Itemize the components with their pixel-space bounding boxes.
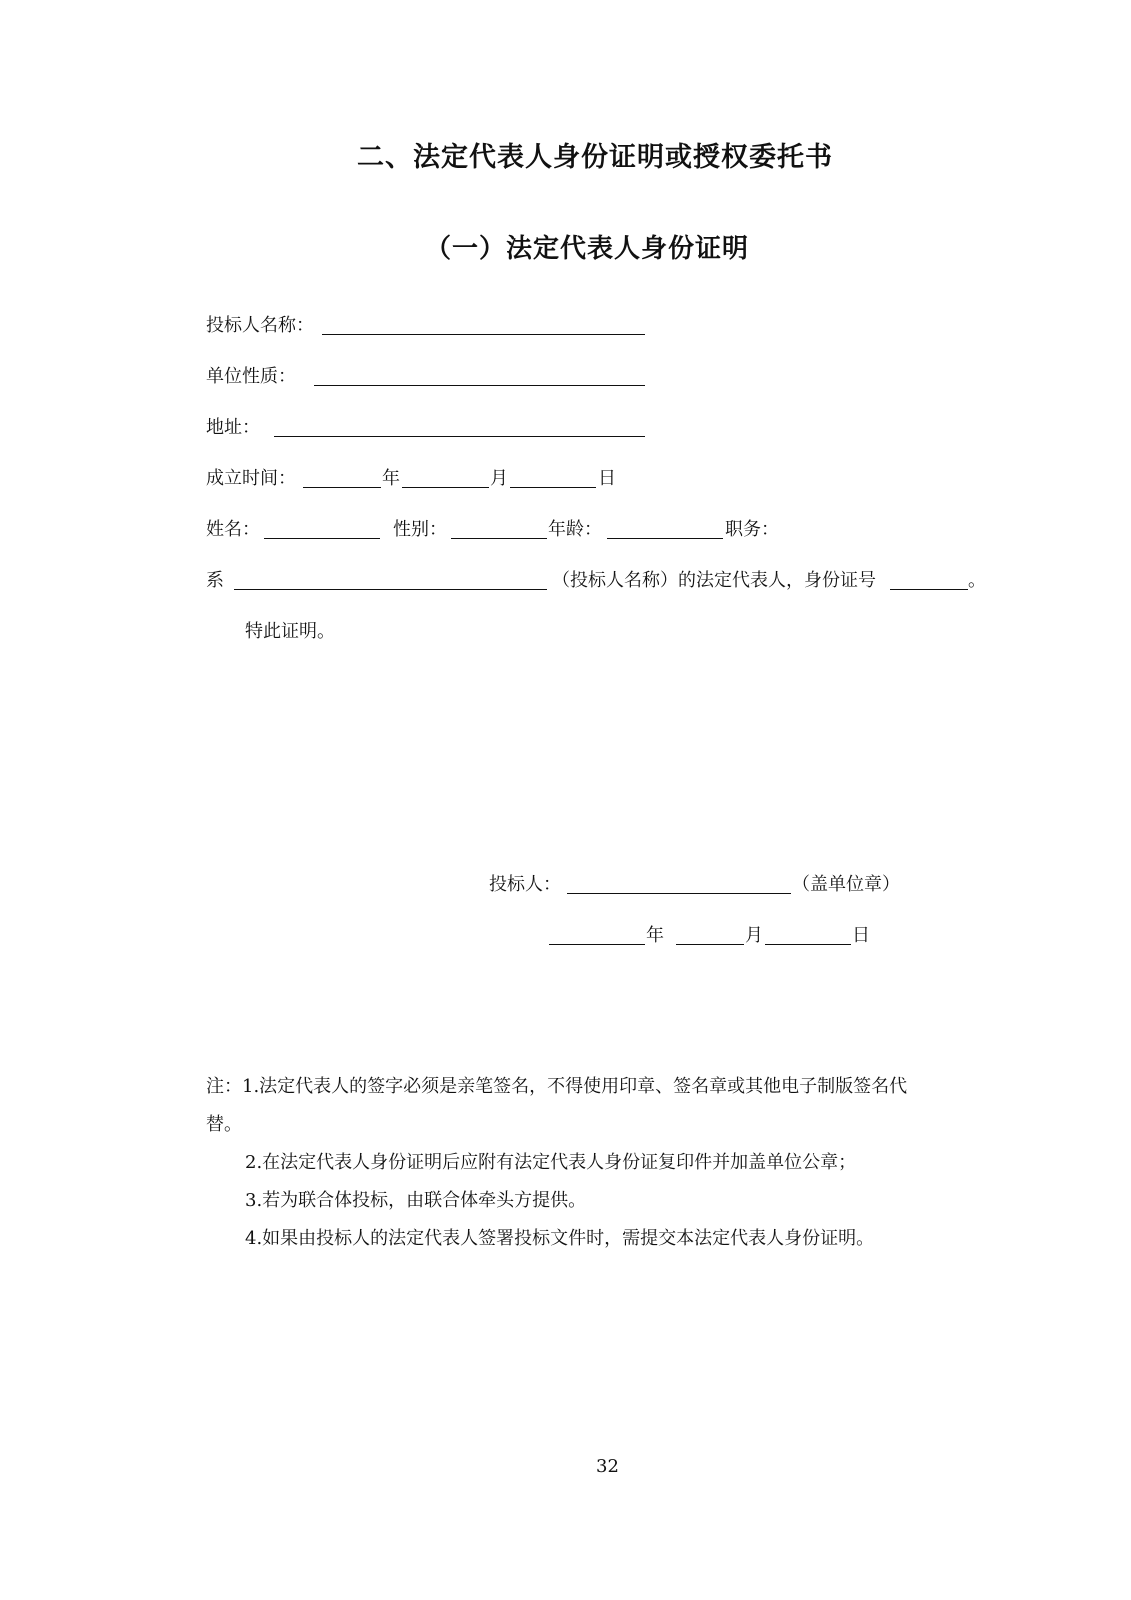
signature-bidder-label: 投标人： — [489, 874, 561, 895]
note-item1-line1 — [206, 1075, 907, 1099]
established-year-unit: 年 — [382, 468, 400, 489]
note-prefix: 注： — [206, 1076, 242, 1097]
sub-title: （一）法定代表人身份证明 — [425, 234, 750, 264]
signature-day-unit: 日 — [852, 925, 870, 946]
gender-label: 性别： — [393, 519, 447, 540]
certify-text: 特此证明。 — [245, 621, 335, 642]
note-item2: 2.在法定代表人身份证明后应附有法定代表人身份证复印件并加盖单位公章； — [245, 1152, 857, 1173]
page-number: 32 — [596, 1456, 619, 1477]
bidder-name-field[interactable] — [322, 334, 645, 335]
name-field[interactable] — [264, 538, 380, 539]
gender-field[interactable] — [451, 538, 547, 539]
established-day-unit: 日 — [598, 468, 616, 489]
note-item1-text: 1.法定代表人的签字必须是亲笔签名，不得使用印章、签名章或其他电子制版签名代 — [242, 1076, 908, 1097]
established-day-field[interactable] — [510, 487, 596, 488]
note-item3: 3.若为联合体投标，由联合体牵头方提供。 — [245, 1190, 587, 1211]
address-label: 地址： — [206, 417, 260, 438]
age-label: 年龄： — [548, 519, 602, 540]
is-middle-text: （投标人名称）的法定代表人，身份证号 — [552, 570, 876, 591]
id-number-field[interactable] — [890, 589, 968, 590]
signature-month-field[interactable] — [676, 944, 744, 945]
seal-note: （盖单位章） — [792, 874, 900, 895]
name-label: 姓名： — [206, 519, 260, 540]
note-item1-line2: 替。 — [206, 1114, 242, 1135]
represented-bidder-field[interactable] — [234, 589, 547, 590]
signature-year-unit: 年 — [646, 925, 664, 946]
signature-day-field[interactable] — [765, 944, 851, 945]
unit-nature-label: 单位性质： — [206, 366, 296, 387]
established-year-field[interactable] — [303, 487, 381, 488]
unit-nature-field[interactable] — [314, 385, 645, 386]
is-prefix: 系 — [206, 570, 224, 591]
signature-bidder-field[interactable] — [567, 893, 791, 894]
established-month-field[interactable] — [402, 487, 489, 488]
position-label: 职务： — [725, 519, 779, 540]
is-end: 。 — [968, 570, 986, 591]
established-month-unit: 月 — [490, 468, 508, 489]
established-label: 成立时间： — [206, 468, 296, 489]
age-field[interactable] — [607, 538, 723, 539]
main-title: 二、法定代表人身份证明或授权委托书 — [357, 142, 833, 173]
address-field[interactable] — [274, 436, 645, 437]
signature-year-field[interactable] — [549, 944, 645, 945]
bidder-name-label: 投标人名称： — [206, 315, 314, 336]
note-item4: 4.如果由投标人的法定代表人签署投标文件时，需提交本法定代表人身份证明。 — [245, 1228, 875, 1249]
signature-month-unit: 月 — [745, 925, 763, 946]
